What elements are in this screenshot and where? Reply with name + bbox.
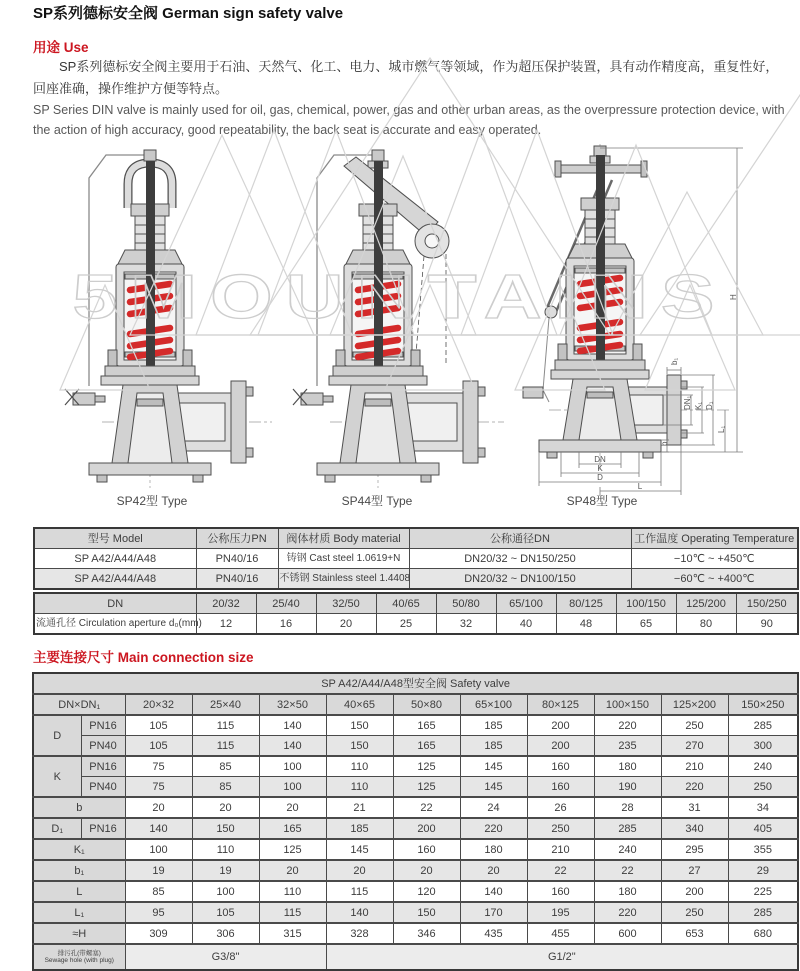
- header-cell: 50×80: [393, 694, 460, 715]
- cell: 20: [393, 860, 460, 881]
- cell: 铸钢 Cast steel 1.0619+N: [278, 549, 409, 569]
- header-cell: 65/100: [496, 593, 556, 614]
- cell: 110: [326, 756, 393, 777]
- cell: 85: [192, 756, 259, 777]
- cell: 160: [527, 881, 594, 902]
- dim-label-D1: D₁: [705, 401, 714, 410]
- connection-size-table: [32, 672, 799, 971]
- cell: 140: [125, 818, 192, 839]
- cell: −60℃ ~ +400℃: [631, 569, 798, 590]
- cell: 90: [736, 614, 798, 635]
- cell: 150: [326, 715, 393, 736]
- cell: 600: [594, 923, 661, 944]
- cell: 145: [460, 777, 527, 798]
- cell: 200: [661, 881, 728, 902]
- cell: 125: [259, 839, 326, 860]
- cell: 355: [728, 839, 798, 860]
- cell: 220: [460, 818, 527, 839]
- figure-label-sp42: SP42型 Type: [116, 494, 188, 508]
- cell: 455: [527, 923, 594, 944]
- conn-row: [33, 902, 798, 923]
- header-cell: 125×200: [661, 694, 728, 715]
- watermark-text: 5MOUNTAINS: [72, 263, 728, 332]
- cell: 21: [326, 797, 393, 818]
- sewage-row: [33, 944, 798, 970]
- cell: 100: [192, 881, 259, 902]
- sewage-label: [33, 944, 125, 970]
- cell: 225: [728, 881, 798, 902]
- row-label: L₁: [33, 902, 125, 923]
- cell: 34: [728, 797, 798, 818]
- cell: 145: [326, 839, 393, 860]
- header-cell: 40×65: [326, 694, 393, 715]
- cell: 65: [616, 614, 676, 635]
- cell: 110: [259, 881, 326, 902]
- row-label: K: [33, 756, 81, 797]
- cell: 200: [393, 818, 460, 839]
- cell: 165: [393, 736, 460, 757]
- row-sublabel: PN16: [81, 756, 125, 777]
- header-cell: 40/65: [376, 593, 436, 614]
- dim-label-b: b: [660, 441, 669, 446]
- cell: 200: [527, 715, 594, 736]
- cell: 680: [728, 923, 798, 944]
- cell: 220: [594, 715, 661, 736]
- row-label: D₁: [33, 818, 81, 839]
- cell: 100: [259, 777, 326, 798]
- cell: 165: [259, 818, 326, 839]
- spec-header-row: [34, 528, 798, 549]
- cell: 185: [460, 736, 527, 757]
- dim-label-L: L: [637, 482, 643, 491]
- cell: 26: [527, 797, 594, 818]
- cell: 75: [125, 777, 192, 798]
- cell: 140: [259, 736, 326, 757]
- cell: 250: [661, 715, 728, 736]
- spec-row: [34, 549, 798, 569]
- dim-label-DN1: DN₁: [683, 395, 692, 410]
- dim-label-K1: K₁: [694, 401, 703, 410]
- cell: 150: [393, 902, 460, 923]
- header-cell: 工作温度 Operating Temperature: [631, 528, 798, 549]
- cell: PN40/16: [196, 569, 278, 590]
- dim-label-H: H: [729, 294, 738, 300]
- aperture-value-row: [34, 614, 798, 635]
- cell: DN20/32 ~ DN100/150: [409, 569, 631, 590]
- row-label: ≈H: [33, 923, 125, 944]
- cell: 25: [376, 614, 436, 635]
- header-cell: 公称通径DN: [409, 528, 631, 549]
- conn-row: [33, 715, 798, 736]
- cell: 85: [125, 881, 192, 902]
- cell: 115: [192, 736, 259, 757]
- conn-row: [33, 881, 798, 902]
- row-label: 流通孔径 Circulation aperture d₀(mm): [34, 614, 196, 635]
- cell: 125: [393, 756, 460, 777]
- cell: 180: [460, 839, 527, 860]
- row-sublabel: PN40: [81, 736, 125, 757]
- cell: SP A42/A44/A48: [34, 569, 196, 590]
- cell: 170: [460, 902, 527, 923]
- header-cell: 80/125: [556, 593, 616, 614]
- cell: 150: [192, 818, 259, 839]
- header-cell: 型号 Model: [34, 528, 196, 549]
- dim-label-L1: L₁: [717, 425, 726, 433]
- cell: 140: [259, 715, 326, 736]
- sewage-label-en: Sewage hole (with plug): [44, 957, 114, 964]
- cell: 306: [192, 923, 259, 944]
- cell: 120: [393, 881, 460, 902]
- cell: 285: [728, 715, 798, 736]
- conn-row: [33, 777, 798, 798]
- figure-label-sp44: SP44型 Type: [341, 494, 413, 508]
- cell: 105: [125, 715, 192, 736]
- header-cell: 25/40: [256, 593, 316, 614]
- cell: 235: [594, 736, 661, 757]
- cell: PN40/16: [196, 549, 278, 569]
- cell: 150: [326, 736, 393, 757]
- cell: 85: [192, 777, 259, 798]
- cell: 40: [496, 614, 556, 635]
- conn-row: [33, 818, 798, 839]
- header-cell: 25×40: [192, 694, 259, 715]
- cell: 24: [460, 797, 527, 818]
- cell: 20: [460, 860, 527, 881]
- cell: 100: [259, 756, 326, 777]
- cell: 285: [594, 818, 661, 839]
- cell: 32: [436, 614, 496, 635]
- cell: 405: [728, 818, 798, 839]
- dim-label-K: K: [597, 464, 603, 473]
- row-label: L: [33, 881, 125, 902]
- cell: 100: [125, 839, 192, 860]
- cell: 160: [527, 777, 594, 798]
- cell: 200: [527, 736, 594, 757]
- cell: 20: [326, 860, 393, 881]
- header-cell: 32/50: [316, 593, 376, 614]
- cell: 20: [259, 860, 326, 881]
- connection-section-heading: 主要连接尺寸 Main connection size: [33, 650, 254, 665]
- header-cell: 阀体材质 Body material: [278, 528, 409, 549]
- header-cell: DN: [34, 593, 196, 614]
- cell: 80: [676, 614, 736, 635]
- header-cell: 125/200: [676, 593, 736, 614]
- cell: 180: [594, 881, 661, 902]
- header-cell: 100×150: [594, 694, 661, 715]
- conn-row: [33, 860, 798, 881]
- header-cell: 20/32: [196, 593, 256, 614]
- row-label: b₁: [33, 860, 125, 881]
- cell: 20: [125, 797, 192, 818]
- valve-sp48-linework: [523, 144, 729, 470]
- cell: 309: [125, 923, 192, 944]
- dim-label-b1: b₁: [670, 357, 679, 365]
- cell: 210: [527, 839, 594, 860]
- header-cell: 150×250: [728, 694, 798, 715]
- dim-label-D: D: [597, 473, 603, 482]
- sewage-label-cn: 排污孔(带螺塞): [57, 950, 101, 957]
- conn-row: [33, 756, 798, 777]
- cell: 190: [594, 777, 661, 798]
- cell: 22: [527, 860, 594, 881]
- cell: 110: [326, 777, 393, 798]
- header-cell: 公称压力PN: [196, 528, 278, 549]
- valve-sp44-linework: [293, 150, 504, 488]
- cell: 270: [661, 736, 728, 757]
- valve-sp42-linework: [65, 150, 272, 488]
- cell: −10℃ ~ +450℃: [631, 549, 798, 569]
- cell: 145: [460, 756, 527, 777]
- cell: 210: [661, 756, 728, 777]
- header-cell: 65×100: [460, 694, 527, 715]
- cell: 220: [594, 902, 661, 923]
- cell: 165: [393, 715, 460, 736]
- aperture-header-row: [34, 593, 798, 614]
- header-cell: DN×DN₁: [33, 694, 125, 715]
- cell: 110: [192, 839, 259, 860]
- figure-label-sp48: SP48型 Type: [566, 494, 638, 508]
- cell: 115: [192, 715, 259, 736]
- conn-title-row: [33, 673, 798, 694]
- cell: 328: [326, 923, 393, 944]
- header-cell: 80×125: [527, 694, 594, 715]
- conn-row: [33, 923, 798, 944]
- dim-label-DN: DN: [594, 455, 606, 464]
- cell: 125: [393, 777, 460, 798]
- cell: 295: [661, 839, 728, 860]
- header-cell: 150/250: [736, 593, 798, 614]
- cell: 185: [460, 715, 527, 736]
- cell: 195: [527, 902, 594, 923]
- cell: 240: [594, 839, 661, 860]
- use-paragraph-chinese: SP系列德标安全阀主要用于石油、天然气、化工、电力、城市燃气等领域，作为超压保护装置，具有动作精度高，重复性好，回座准确，操作维护方便等特点。: [33, 59, 779, 96]
- conn-row: [33, 839, 798, 860]
- cell: 115: [259, 902, 326, 923]
- cell: 48: [556, 614, 616, 635]
- cell: SP A42/A44/A48: [34, 549, 196, 569]
- valve-drawing-sp44: [272, 146, 512, 492]
- cell: 250: [728, 777, 798, 798]
- cell: 140: [460, 881, 527, 902]
- cell: 140: [326, 902, 393, 923]
- cell: 12: [196, 614, 256, 635]
- cell: 220: [661, 777, 728, 798]
- cell: 105: [125, 736, 192, 757]
- cell: 27: [661, 860, 728, 881]
- cell: 160: [393, 839, 460, 860]
- valve-drawing-sp48: [515, 140, 750, 492]
- cell: 435: [460, 923, 527, 944]
- use-paragraph-english: SP Series DIN valve is mainly used for oil, gas, chemical, power, gas and other urban areas, as the overpressure protection device, with the action of high accuracy, good repeatability, the back seat is accurate and easy operated.: [33, 103, 785, 137]
- cell: 22: [393, 797, 460, 818]
- cell: 250: [661, 902, 728, 923]
- table-title-cell: SP A42/A44/A48型安全阀 Safety valve: [33, 673, 798, 694]
- cell: 16: [256, 614, 316, 635]
- row-label: b: [33, 797, 125, 818]
- row-label: D: [33, 715, 81, 756]
- cell: 346: [393, 923, 460, 944]
- cell: 115: [326, 881, 393, 902]
- cell: G1/2": [326, 944, 798, 970]
- cell: 105: [192, 902, 259, 923]
- header-cell: 50/80: [436, 593, 496, 614]
- use-section-heading: 用途 Use: [33, 40, 89, 55]
- header-cell: 100/150: [616, 593, 676, 614]
- cell: 29: [728, 860, 798, 881]
- cell: 95: [125, 902, 192, 923]
- cell: 20: [316, 614, 376, 635]
- header-cell: 20×32: [125, 694, 192, 715]
- row-sublabel: PN40: [81, 777, 125, 798]
- spec-row: [34, 569, 798, 590]
- row-label: K₁: [33, 839, 125, 860]
- cell: 180: [594, 756, 661, 777]
- conn-row: [33, 797, 798, 818]
- cell: 185: [326, 818, 393, 839]
- cell: 19: [125, 860, 192, 881]
- cell: 不锈钢 Stainless steel 1.4408: [278, 569, 409, 590]
- cell: 653: [661, 923, 728, 944]
- valve-drawing-sp42: [44, 146, 276, 492]
- cell: 340: [661, 818, 728, 839]
- cell: G3/8": [125, 944, 326, 970]
- cell: 22: [594, 860, 661, 881]
- cell: DN20/32 ~ DN150/250: [409, 549, 631, 569]
- cell: 240: [728, 756, 798, 777]
- cell: 300: [728, 736, 798, 757]
- cell: 20: [259, 797, 326, 818]
- cell: 20: [192, 797, 259, 818]
- conn-header-row: [33, 694, 798, 715]
- cell: 285: [728, 902, 798, 923]
- cell: 28: [594, 797, 661, 818]
- spec-table: [33, 527, 799, 590]
- cell: 19: [192, 860, 259, 881]
- row-sublabel: PN16: [81, 818, 125, 839]
- cell: 315: [259, 923, 326, 944]
- cell: 31: [661, 797, 728, 818]
- row-sublabel: PN16: [81, 715, 125, 736]
- cell: 160: [527, 756, 594, 777]
- cell: 75: [125, 756, 192, 777]
- page-title: SP系列德标安全阀 German sign safety valve: [33, 5, 344, 22]
- cell: 250: [527, 818, 594, 839]
- conn-row: [33, 736, 798, 757]
- aperture-table: [33, 592, 799, 635]
- header-cell: 32×50: [259, 694, 326, 715]
